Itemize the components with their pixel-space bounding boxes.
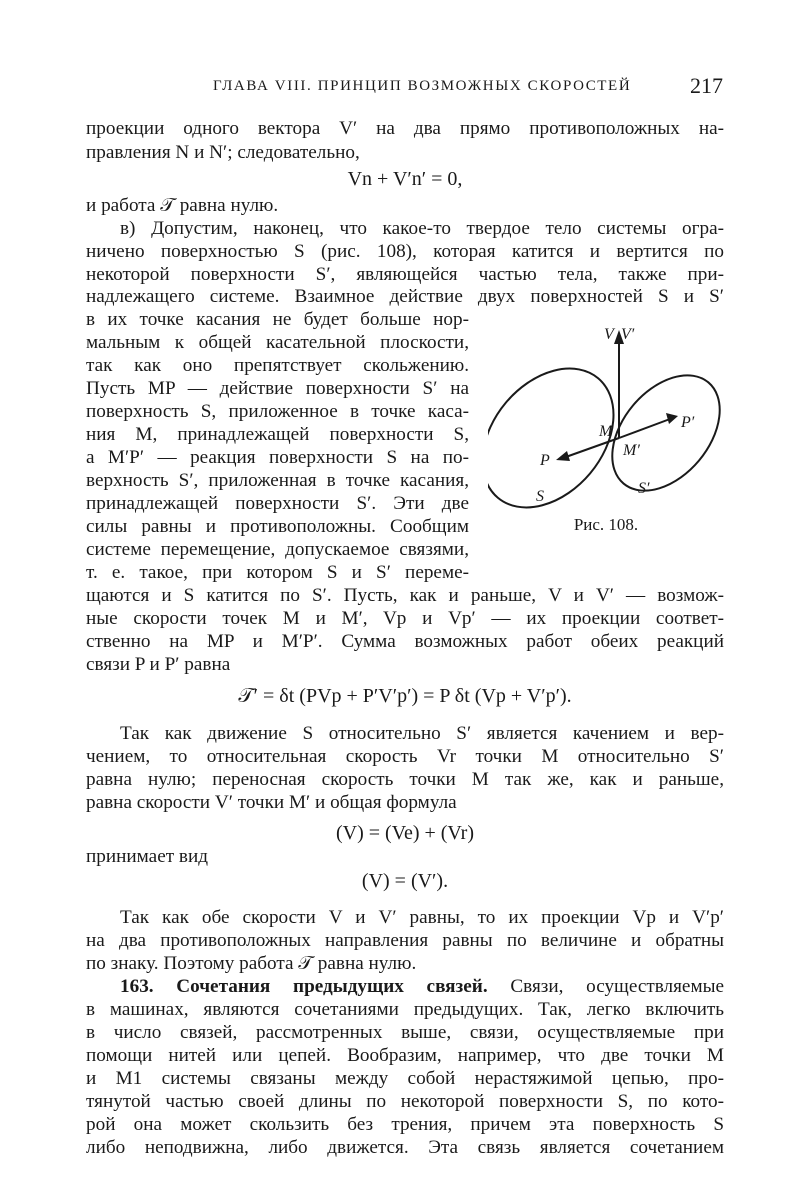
text-line: Пусть MP — действие поверхности S′ на (86, 378, 469, 399)
section-163-first-line (86, 975, 724, 999)
force-p-prime-arrow (619, 419, 670, 438)
page-number: 217 (690, 73, 723, 98)
text-line: чением, то относительная скорость Vr точки M относительно S′ (86, 746, 724, 767)
text-line: верхность S′, приложенная в точке касания, (86, 470, 469, 491)
running-title: ГЛАВА VIII. ПРИНЦИП ВОЗМОЖНЫХ СКОРОСТЕЙ (213, 78, 632, 94)
figure-caption: Рис. 108. (573, 515, 639, 534)
text-line: либо неподвижна, либо движется. Эта связь является сочетанием (86, 1137, 724, 1158)
text-line: в их точке касания не будет больше нор- (86, 309, 469, 330)
text-line: а M′P′ — реакция поверхности S на по- (86, 447, 469, 468)
text-line: ничено поверхностью S (рис. 108), которая катится и вертится по (86, 241, 724, 262)
label-m: M (599, 423, 613, 440)
equation: (V) = (V′). (361, 870, 449, 892)
text-line: на два противоположных направления равны по величине и обратны (86, 930, 724, 951)
force-p-arrow (563, 438, 619, 458)
section-heading: 163. Сочетания предыдущих связей. (120, 976, 488, 997)
arrowhead (556, 451, 570, 461)
text-line: правления N и N′; следовательно, (86, 142, 360, 163)
text-line: ния M, принадлежащей поверхности S, (86, 424, 469, 445)
text-line: равна нулю; переносная скорость точки M так же, как и раньше, (86, 769, 724, 790)
label-s: S (536, 488, 544, 505)
text-line: силы равны и противоположны. Сообщим (86, 516, 469, 537)
text-line: принадлежащей поверхности S′. Эти две (86, 493, 469, 514)
label-s-prime: S′ (638, 480, 650, 497)
text-line: некоторой поверхности S′, являющейся частью тела, также при- (86, 264, 724, 285)
text-line: проекции одного вектора V′ на два прямо противоположных на- (86, 118, 724, 139)
text-line: ные скорости точек M и M′, Vp и Vp′ — их проекции соответ- (86, 608, 724, 629)
equation: (V) = (Ve) + (Vr) (336, 822, 474, 844)
text-line: Так как движение S относительно S′ является качением и вер- (120, 723, 724, 744)
label-v: V (604, 326, 614, 343)
label-v-prime: V′ (621, 326, 635, 343)
figure-108-diagram (488, 318, 728, 533)
text-line: ственно на MP и M′P′. Сумма возможных работ обеих реакций (86, 631, 724, 652)
arrowhead (666, 413, 678, 424)
text-line: в число связей, рассмотренных выше, связи, осуществляемые при (86, 1022, 724, 1043)
equation: 𝒯′ = δt (PVp + P′V′p′) = P δt (Vp + V′p′). (238, 685, 572, 707)
text-line: тянутой частью своей длины по некоторой поверхности S, по кото- (86, 1091, 724, 1112)
text-line: щаются и S катится по S′. Пусть, как и раньше, V и V′ — возмож- (86, 585, 724, 606)
label-p: P (540, 452, 550, 469)
text-line: мальным к общей касательной плоскости, (86, 332, 469, 353)
text-fragment: Связи, осуществляемые (487, 976, 724, 997)
text-line: по знаку. Поэтому работа 𝒯 равна нулю. (86, 953, 417, 974)
text-line: принимает вид (86, 846, 208, 867)
equation: Vn + V′n′ = 0, (347, 168, 463, 190)
text-line: системе перемещение, допускаемое связями, (86, 539, 469, 560)
text-line: т. е. такое, при котором S и S′ переме- (86, 562, 469, 583)
text-line: помощи нитей или цепей. Вообразим, например, что две точки M (86, 1045, 724, 1066)
text-line: так как оно препятствует скольжению. (86, 355, 469, 376)
text-line: Так как обе скорости V и V′ равны, то их проекции Vp и V′p′ (120, 907, 724, 928)
text-line: в машинах, являются сочетаниями предыдущих. Так, легко включить (86, 999, 724, 1020)
text-line: и работа 𝒯 равна нулю. (86, 195, 279, 216)
text-line: и M1 системы связаны между собой нерастяжимой цепью, про- (86, 1068, 724, 1089)
label-p-prime: P′ (681, 414, 695, 431)
text-line: связи P и P′ равна (86, 654, 231, 675)
text-line: надлежащего системе. Взаимное действие двух поверхностей S и S′ (86, 286, 724, 307)
text-line: рой она может скользить без трения, причем эта поверхность S (86, 1114, 724, 1135)
text-line: равна скорости V′ точки M′ и общая формула (86, 792, 457, 813)
label-m-prime: M′ (623, 442, 640, 459)
text-line: в) Допустим, наконец, что какое-то твердое тело системы огра- (120, 218, 724, 239)
text-line: поверхность S, приложенное в точке каса- (86, 401, 469, 422)
